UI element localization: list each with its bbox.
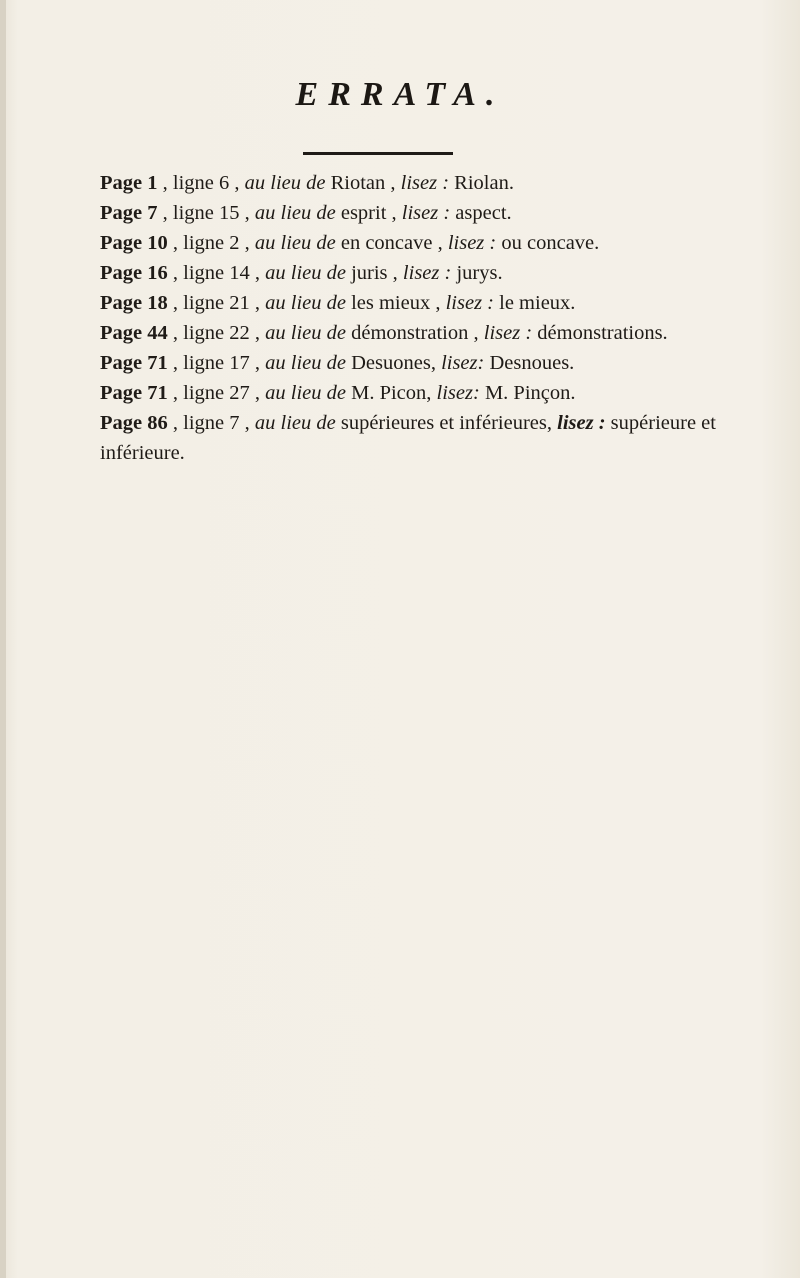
- errata-entry: Page 7 , ligne 15 , au lieu de esprit , lisez : aspect.: [100, 202, 512, 224]
- entry-right: M. Pinçon.: [484, 382, 576, 404]
- entry-line: ligne 6: [172, 172, 230, 194]
- entry-lisez: lisez:: [441, 352, 485, 374]
- entry-page: Page 1: [100, 172, 158, 194]
- entry-page: Page 16: [100, 262, 168, 284]
- entry-page: Page 7: [100, 202, 158, 224]
- entry-au-lieu: au lieu de: [265, 292, 346, 314]
- page-title: ERRATA.: [295, 76, 505, 113]
- entry-line: ligne 14: [183, 262, 250, 284]
- entry-au-lieu: au lieu de: [244, 172, 326, 194]
- entry-wrong: esprit: [340, 202, 387, 224]
- entry-line: ligne 7: [183, 412, 240, 434]
- entry-wrong: en concave: [340, 232, 433, 254]
- entry-right: Riolan.: [454, 172, 514, 194]
- entry-page: Page 44: [100, 322, 168, 344]
- errata-entry: Page 1 , ligne 6 , au lieu de Riotan , lisez : Riolan.: [100, 172, 514, 194]
- entry-lisez: lisez :: [445, 292, 495, 314]
- errata-entry: Page 10 , ligne 2 , au lieu de en concave , lisez : ou concave.: [100, 232, 600, 254]
- entry-wrong: démonstration: [351, 322, 469, 344]
- entry-right: démonstrations.: [537, 322, 668, 344]
- entry-page: Page 18: [100, 292, 168, 314]
- errata-entry: Page 16 , ligne 14 , au lieu de juris , lisez : jurys.: [100, 262, 503, 284]
- errata-list: [100, 168, 770, 468]
- entry-wrong: M. Picon: [351, 382, 427, 404]
- entry-wrong: supérieures et inférieures: [340, 412, 547, 434]
- entry-wrong: les mieux: [351, 292, 431, 314]
- entry-lisez: lisez :: [402, 262, 452, 284]
- entry-right: ou concave.: [501, 232, 600, 254]
- entry-au-lieu: au lieu de: [265, 262, 346, 284]
- entry-lisez: lisez :: [401, 202, 451, 224]
- entry-right: le mieux.: [499, 292, 576, 314]
- entry-lisez: lisez:: [436, 382, 480, 404]
- title-rule: [303, 152, 453, 155]
- entry-right: supérieure et inférieure.: [100, 412, 716, 464]
- entry-line: ligne 22: [183, 322, 250, 344]
- errata-entry: Page 71 , ligne 27 , au lieu de M. Picon, lisez: M. Pinçon.: [100, 382, 576, 404]
- page-spine: [0, 0, 6, 1278]
- entry-right: aspect.: [455, 202, 512, 224]
- entry-au-lieu: au lieu de: [265, 322, 346, 344]
- entry-line: ligne 2: [183, 232, 240, 254]
- entry-au-lieu: au lieu de: [254, 232, 336, 254]
- entry-line: ligne 17: [183, 352, 250, 374]
- entry-page: Page 71: [100, 352, 168, 374]
- entry-line: ligne 21: [183, 292, 250, 314]
- errata-entry: Page 18 , ligne 21 , au lieu de les mieux , lisez : le mieux.: [100, 292, 576, 314]
- errata-entry: Page 44 , ligne 22 , au lieu de démonstration , lisez : démonstrations.: [100, 322, 668, 344]
- errata-entry: Page 86 , ligne 7 , au lieu de supérieures et inférieures, lisez : supérieure et inférieure.: [100, 412, 716, 464]
- entry-wrong: Desuones: [351, 352, 431, 374]
- entry-wrong: Riotan: [330, 172, 386, 194]
- entry-page: Page 10: [100, 232, 168, 254]
- entry-page: Page 71: [100, 382, 168, 404]
- entry-lisez: lisez :: [447, 232, 497, 254]
- entry-wrong: juris: [351, 262, 388, 284]
- entry-lisez: lisez :: [557, 412, 606, 434]
- entry-au-lieu: au lieu de: [254, 202, 336, 224]
- entry-lisez: lisez :: [483, 322, 533, 344]
- entry-au-lieu: au lieu de: [254, 412, 336, 434]
- entry-au-lieu: au lieu de: [265, 382, 346, 404]
- entry-right: jurys.: [456, 262, 503, 284]
- entry-line: ligne 15: [172, 202, 240, 224]
- entry-au-lieu: au lieu de: [265, 352, 346, 374]
- entry-lisez: lisez :: [400, 172, 450, 194]
- entry-page: Page 86: [100, 412, 168, 434]
- errata-entry: Page 71 , ligne 17 , au lieu de Desuones, lisez: Desnoues.: [100, 352, 575, 374]
- entry-right: Desnoues.: [489, 352, 575, 374]
- entry-line: ligne 27: [183, 382, 250, 404]
